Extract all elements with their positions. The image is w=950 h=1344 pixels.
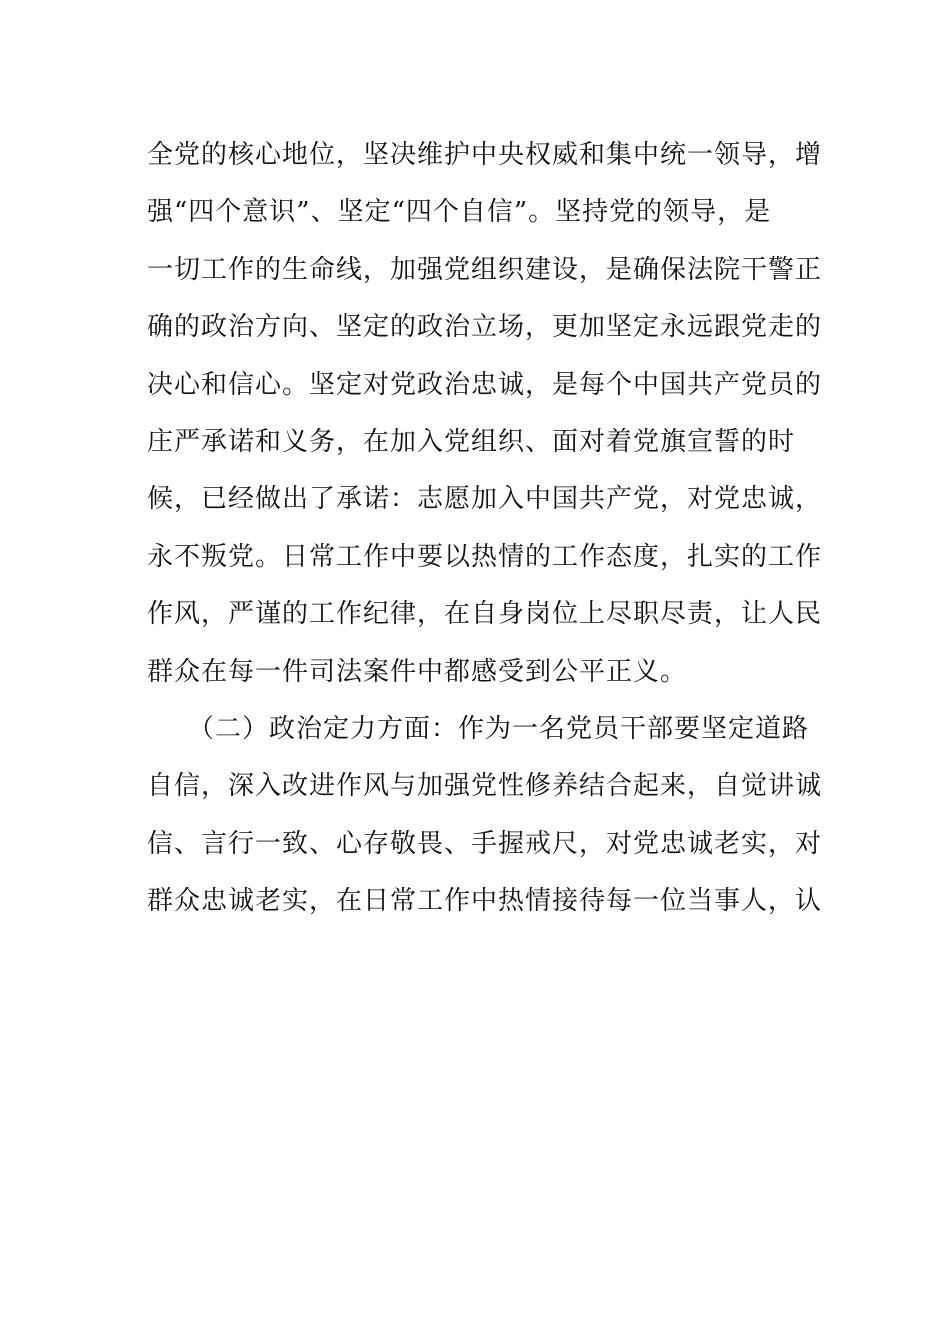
text-line: 决心和信心。坚定对党政治忠诚，是每个中国共产党员的	[147, 369, 823, 400]
section-heading-line: （二）政治定力方面：作为一名党员干部要坚定道路	[147, 713, 810, 744]
text-line: 作风，严谨的工作纪律，在自身岗位上尽职尽责，让人民	[147, 599, 823, 630]
text-line: 永不叛党。日常工作中要以热情的工作态度，扎实的工作	[147, 541, 823, 572]
text-line: 强“四个意识”、坚定“四个自信”。坚持党的领导，是	[147, 197, 772, 228]
body-text	[147, 127, 823, 930]
text-line: 自信，深入改进作风与加强党性修养结合起来，自觉讲诚	[147, 771, 823, 802]
text-line: 群众在每一件司法案件中都感受到公平正义。	[147, 656, 688, 687]
text-line: 候，已经做出了承诺：志愿加入中国共产党，对党忠诚，	[147, 484, 823, 515]
text-line: 全党的核心地位，坚决维护中央权威和集中统一领导，增	[147, 140, 823, 170]
text-line: 信、言行一致、心存敬畏、手握戒尺，对党忠诚老实，对	[147, 828, 823, 859]
text-line: 一切工作的生命线，加强党组织建设，是确保法院干警正	[147, 254, 823, 285]
text-line: 群众忠诚老实，在日常工作中热情接待每一位当事人，认	[147, 886, 823, 917]
text-line: 确的政治方向、坚定的政治立场，更加坚定永远跟党走的	[147, 312, 823, 343]
text-line: 庄严承诺和义务，在加入党组织、面对着党旗宣誓的时	[147, 426, 796, 457]
